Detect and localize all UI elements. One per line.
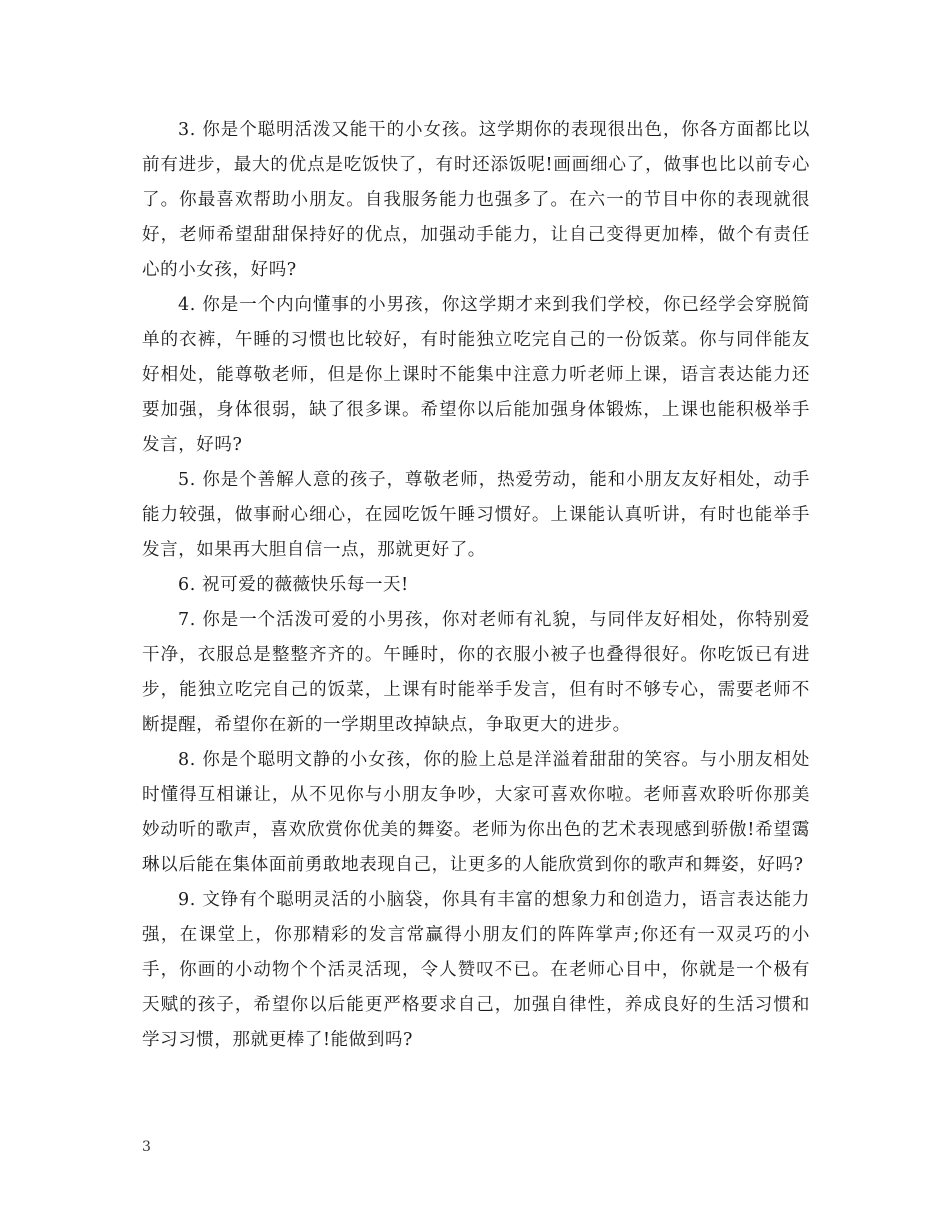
page-number: 3 xyxy=(142,1139,151,1155)
paragraph-7: 7. 你是一个活泼可爱的小男孩，你对老师有礼貌，与同伴友好相处，你特别爱干净，衣服总是整整齐齐的。午睡时，你的衣服小被子也叠得很好。你吃饭已有进步，能独立吃完自己的饭菜，上课有时能举手发言，但有时不够专心，需要老师不断提醒，希望你在新的一学期里改掉缺点，争取更大的进步。 xyxy=(142,610,810,735)
document-body xyxy=(142,113,810,1058)
paragraph-9: 9. 文铮有个聪明灵活的小脑袋，你具有丰富的想象力和创造力，语言表达能力强，在课堂上，你那精彩的发言常赢得小朋友们的阵阵掌声;你还有一双灵巧的小手，你画的小动物个个活灵活现，令人赞叹不已。在老师心目中，你就是一个极有天赋的孩子，希望你以后能更严格要求自己，加强自律性，养成良好的生活习惯和学习习惯，那就更棒了!能做到吗? xyxy=(142,890,810,1050)
paragraph-6: 6. 祝可爱的薇薇快乐每一天! xyxy=(178,575,409,595)
paragraph-8: 8. 你是个聪明文静的小女孩，你的脸上总是洋溢着甜甜的笑容。与小朋友相处时懂得互相谦让，从不见你与小朋友争吵，大家可喜欢你啦。老师喜欢聆听你那美妙动听的歌声，喜欢欣赏你优美的舞姿。老师为你出色的艺术表现感到骄傲!希望霭琳以后能在集体面前勇敢地表现自己，让更多的人能欣赏到你的歌声和舞姿，好吗? xyxy=(142,750,810,875)
paragraph-5: 5. 你是个善解人意的孩子，尊敬老师，热爱劳动，能和小朋友友好相处，动手能力较强，做事耐心细心，在园吃饭午睡习惯好。上课能认真听讲，有时也能举手发言，如果再大胆自信一点，那就更好了。 xyxy=(142,470,810,560)
paragraph-4: 4. 你是一个内向懂事的小男孩，你这学期才来到我们学校，你已经学会穿脱简单的衣裤，午睡的习惯也比较好，有时能独立吃完自己的一份饭菜。你与同伴能友好相处，能尊敬老师，但是你上课时不能集中注意力听老师上课，语言表达能力还要加强，身体很弱，缺了很多课。希望你以后能加强身体锻炼，上课也能积极举手发言，好吗? xyxy=(142,295,810,455)
paragraph-3: 3. 你是个聪明活泼又能干的小女孩。这学期你的表现很出色，你各方面都比以前有进步，最大的优点是吃饭快了，有时还添饭呢!画画细心了，做事也比以前专心了。你最喜欢帮助小朋友。自我服务能力也强多了。在六一的节目中你的表现就很好，老师希望甜甜保持好的优点，加强动手能力，让自己变得更加棒，做个有责任心的小女孩，好吗? xyxy=(142,120,810,280)
